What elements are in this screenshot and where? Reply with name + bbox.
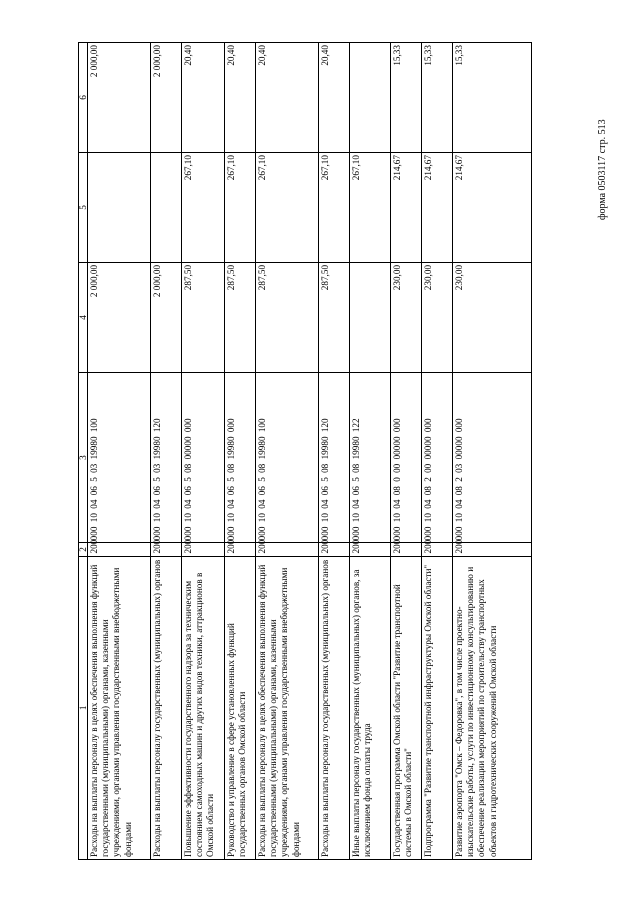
row-approved: 2 000,00	[151, 262, 182, 372]
budget-table	[78, 42, 532, 860]
row-description: Подпрограмма "Развитие транспортной инфраструктуры Омской области"	[422, 556, 453, 859]
row-classification-code: 000 10 04 06 5 08 00000 000	[182, 372, 225, 542]
row-line-code: 200	[256, 543, 319, 556]
row-approved: 230,00	[391, 262, 422, 372]
row-approved: 287,50	[256, 262, 319, 372]
row-executed: 267,10	[319, 153, 350, 263]
table-row	[319, 43, 350, 860]
row-approved: 230,00	[422, 262, 453, 372]
row-classification-code: 000 10 04 06 5 08 19980 100	[256, 372, 319, 542]
row-executed: 214,67	[453, 153, 532, 263]
row-unexecuted: 15,33	[391, 43, 422, 153]
row-description: Развитие аэропорта "Омск – Федоровка", в том числе проектно-изыскательские работы, услуги по инвестиционному консультированию и обеспечение реализации мероприятий по строительству транспортных объектов и гидротехнических сооружений Омской области	[453, 556, 532, 859]
header-cell: 6	[79, 43, 88, 153]
row-approved: 230,00	[453, 262, 532, 372]
header-cell: 3	[79, 372, 88, 542]
row-executed: 267,10	[225, 153, 256, 263]
row-line-code: 200	[319, 543, 350, 556]
row-classification-code: 000 10 04 06 5 08 19980 000	[225, 372, 256, 542]
table-row	[88, 43, 151, 860]
row-description: Повышение эффективности государственного надзора за техническим состоянием самоходных машин и других видов техники, аттракционов в Омской области	[182, 556, 225, 859]
row-classification-code: 000 10 04 06 5 08 19980 120	[319, 372, 350, 542]
row-description: Расходы на выплаты персоналу в целях обеспечения выполнения функций государственными (муниципальными) органами, казенными учреждениями, органами управления государственными внебюджетными фондами	[256, 556, 319, 859]
row-executed: 267,10	[256, 153, 319, 263]
row-approved: 287,50	[319, 262, 350, 372]
row-approved: 287,50	[225, 262, 256, 372]
table-row	[453, 43, 532, 860]
row-classification-code: 000 10 04 08 2 00 00000 000	[422, 372, 453, 542]
row-line-code: 200	[350, 543, 391, 556]
table-row	[350, 43, 391, 860]
row-executed	[151, 153, 182, 263]
row-unexecuted: 20,40	[225, 43, 256, 153]
row-approved	[350, 262, 391, 372]
row-classification-code: 000 10 04 08 2 03 00000 000	[453, 372, 532, 542]
row-description: Руководство и управление в сфере установленных функций государственных органов Омской области	[225, 556, 256, 859]
table-row	[182, 43, 225, 860]
header-cell: 5	[79, 153, 88, 263]
row-line-code: 200	[88, 543, 151, 556]
row-description: Иные выплаты персоналу государственных (муниципальных) органов, за исключением фонда оплаты труда	[350, 556, 391, 859]
row-line-code: 200	[225, 543, 256, 556]
row-executed: 267,10	[350, 153, 391, 263]
row-approved: 287,50	[182, 262, 225, 372]
row-unexecuted: 2 000,00	[88, 43, 151, 153]
row-line-code: 200	[453, 543, 532, 556]
header-cell: 1	[79, 556, 88, 859]
form-label: форма 0503117 стр. 513	[597, 119, 608, 220]
row-classification-code: 000 10 04 08 0 00 00000 000	[391, 372, 422, 542]
row-line-code: 200	[391, 543, 422, 556]
row-classification-code: 000 10 04 06 5 08 19980 122	[350, 372, 391, 542]
header-cell: 4	[79, 262, 88, 372]
row-classification-code: 000 10 04 06 5 03 19980 100	[88, 372, 151, 542]
table-row	[422, 43, 453, 860]
row-approved: 2 000,00	[88, 262, 151, 372]
rotated-table-area	[78, 42, 586, 860]
row-classification-code: 000 10 04 06 5 03 19980 120	[151, 372, 182, 542]
row-unexecuted: 2 000,00	[151, 43, 182, 153]
row-unexecuted: 15,33	[453, 43, 532, 153]
row-description: Расходы на выплаты персоналу в целях обеспечения выполнения функций государственными (муниципальными) органами, казенными учреждениями, органами управления государственными внебюджетными фондами	[88, 556, 151, 859]
table-container	[78, 42, 586, 860]
row-executed: 267,10	[182, 153, 225, 263]
row-line-code: 200	[182, 543, 225, 556]
row-executed	[88, 153, 151, 263]
row-description: Расходы на выплаты персоналу государственных (муниципальных) органов	[151, 556, 182, 859]
row-executed: 214,67	[422, 153, 453, 263]
row-unexecuted: 20,40	[256, 43, 319, 153]
header-cell: 2	[79, 543, 88, 556]
table-row	[225, 43, 256, 860]
table-row	[151, 43, 182, 860]
header-row	[79, 43, 88, 860]
row-unexecuted	[350, 43, 391, 153]
row-description: Расходы на выплаты персоналу государственных (муниципальных) органов	[319, 556, 350, 859]
row-line-code: 200	[151, 543, 182, 556]
table-row	[256, 43, 319, 860]
row-executed: 214,67	[391, 153, 422, 263]
row-unexecuted: 20,40	[182, 43, 225, 153]
row-unexecuted: 15,33	[422, 43, 453, 153]
table-row	[391, 43, 422, 860]
row-description: Государственная программа Омской области "Развитие транспортной системы в Омской области"	[391, 556, 422, 859]
row-unexecuted: 20,40	[319, 43, 350, 153]
row-line-code: 200	[422, 543, 453, 556]
